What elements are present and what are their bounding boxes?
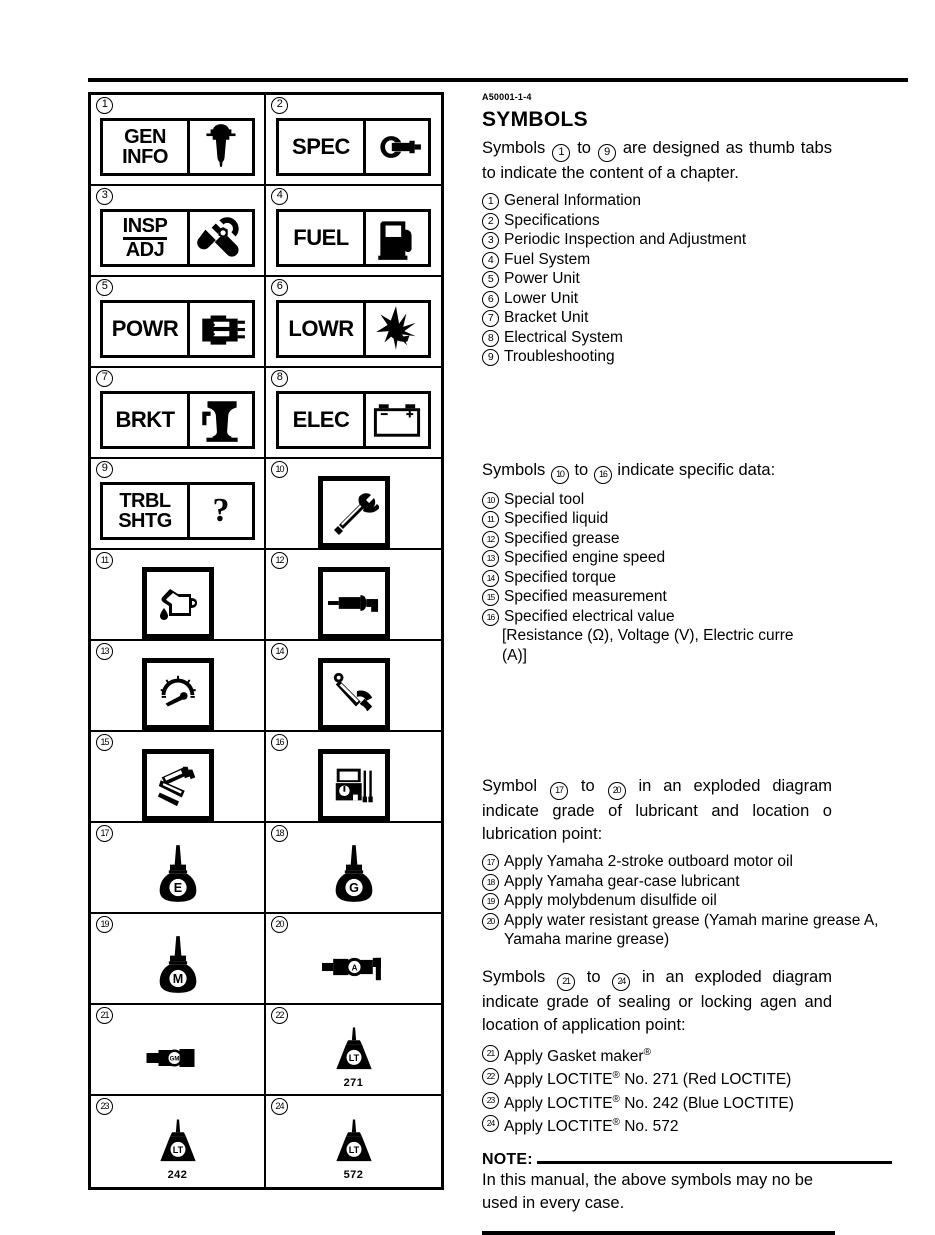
list-item	[482, 568, 935, 588]
loctite-bottle-icon	[331, 1118, 377, 1181]
list-item-label: Specified liquid	[504, 510, 609, 527]
specific-heading-pre: Symbols	[482, 460, 546, 479]
circled-number: 24	[612, 973, 630, 991]
list-item	[482, 1043, 935, 1067]
list-item	[482, 250, 935, 270]
thumb-tab	[276, 391, 431, 449]
thumb-tab-line: GEN	[124, 125, 166, 148]
thumb-tab-label	[103, 121, 190, 173]
circled-number: 9	[598, 144, 616, 162]
svg-text:GM: GM	[169, 1056, 179, 1062]
thumb-tab-label	[279, 394, 366, 446]
thumb-tab-line: BRKT	[115, 407, 175, 432]
symbol-cell-body	[266, 657, 441, 730]
circled-number: 1	[552, 144, 570, 162]
symbol-cell-body	[266, 475, 441, 548]
thumb-tab	[100, 482, 255, 540]
symbol-cell-body	[91, 1021, 264, 1094]
symbol-cell-18	[266, 823, 441, 914]
micrometer-icon	[366, 121, 428, 173]
lubricant-heading-pre: Symbol	[482, 777, 538, 795]
symbol-cell-16	[266, 732, 441, 823]
specific-heading-mid: to	[574, 460, 589, 479]
circled-number: 14	[482, 570, 499, 587]
circled-number: 21	[557, 973, 575, 991]
document-code: A50001-1-4	[482, 92, 532, 102]
thumb-tab-line: TRBL	[119, 489, 171, 512]
list-item	[482, 1090, 935, 1114]
list-item	[482, 191, 935, 211]
symbol-cell-body	[91, 111, 264, 184]
symbol-cell-body	[266, 930, 441, 1003]
symbol-cell-number: 15	[96, 734, 113, 751]
thumb-tab	[100, 391, 255, 449]
symbol-cell-body	[266, 566, 441, 639]
thumb-tab	[100, 118, 255, 176]
svg-text:LT: LT	[348, 1053, 359, 1064]
list-item-label: Apply Gasket maker®	[504, 1046, 651, 1065]
symbol-cell-24	[266, 1096, 441, 1187]
symbol-cell-20	[266, 914, 441, 1005]
list-item	[482, 852, 935, 872]
circled-number: 16	[482, 609, 499, 626]
circled-number: 10	[482, 492, 499, 509]
list-item-label: Apply Yamaha gear-case lubricant	[504, 872, 740, 890]
list-item-label: Bracket Unit	[504, 309, 589, 326]
list-item-label: Apply Yamaha 2-stroke outboard motor oil	[504, 853, 793, 870]
loctite-grade-label: 572	[343, 1169, 364, 1181]
symbol-cell-number: 23	[96, 1098, 113, 1115]
symbol-cell-body	[266, 202, 441, 275]
circled-number: 20	[482, 913, 499, 930]
list-item-label: Apply molybdenum disulfide oil	[504, 892, 717, 909]
note-label: NOTE:	[482, 1151, 533, 1169]
electrical-value-detail-1: [Resistance (Ω), Voltage (V), Electric curre	[502, 627, 794, 644]
list-item-label: Specifications	[504, 211, 600, 229]
symbol-cell-body	[91, 384, 264, 457]
oil-bottle-icon	[155, 844, 201, 907]
thumb-tab-line: SPEC	[292, 134, 350, 159]
thumb-tab-line: FUEL	[293, 225, 349, 250]
symbol-cell-body	[266, 293, 441, 366]
list-item-label: Specified electrical value	[504, 607, 675, 625]
list-item	[482, 269, 935, 289]
question-mark-icon: ?	[212, 491, 230, 529]
engine-block-icon	[190, 303, 252, 355]
thumb-tab-line: INFO	[122, 145, 168, 168]
list-item-label: Power Unit	[504, 270, 580, 287]
symbol-cell-number: 2	[271, 97, 288, 114]
symbol-cell-number: 3	[96, 188, 113, 205]
thumb-tab-label	[103, 394, 190, 446]
thumb-tab-line: LOWR	[288, 316, 354, 341]
svg-text:M: M	[172, 972, 183, 987]
oil-bottle-icon	[155, 935, 201, 998]
note-header	[482, 1151, 935, 1169]
symbol-cell-body	[91, 839, 264, 912]
list-item-label: Fuel System	[504, 250, 591, 268]
symbol-cell-body	[266, 748, 441, 821]
thumb-tab-label	[279, 121, 366, 173]
thumb-tab-label	[279, 212, 366, 264]
list-item	[482, 289, 935, 309]
circled-number: 18	[482, 874, 499, 891]
gasket-maker-tube-icon	[145, 1044, 211, 1072]
symbol-cell-body	[266, 1021, 441, 1094]
list-item	[482, 509, 935, 529]
propeller-icon	[366, 303, 428, 355]
circled-number: 6	[482, 291, 499, 308]
loctite-grade-label: 242	[167, 1169, 188, 1181]
circled-number: 16	[594, 466, 612, 484]
list-item-label: Apply LOCTITE® No. 242 (Blue LOCTITE)	[504, 1093, 794, 1112]
svg-text:LT: LT	[348, 1145, 359, 1156]
thumb-tab-label	[279, 303, 366, 355]
circled-number: 19	[482, 893, 499, 910]
circled-number: 9	[482, 349, 499, 366]
wrench-nut-icon	[190, 212, 252, 264]
symbol-cell-body	[91, 657, 264, 730]
thumb-tab	[100, 300, 255, 358]
loctite-bottle-icon	[155, 1118, 201, 1181]
circled-number: 23	[482, 1092, 499, 1109]
symbol-cell-body	[266, 839, 441, 912]
circled-number: 15	[482, 589, 499, 606]
lubricant-heading	[482, 775, 832, 846]
chapter-item-list	[482, 191, 935, 367]
sealing-heading-post: in an exploded diagram indicate grade of sealing or locking agen and location of application point:	[482, 967, 832, 1034]
symbol-cell-body	[266, 384, 441, 457]
symbol-cell-number: 5	[96, 279, 113, 296]
symbol-cell-number: 9	[96, 461, 113, 478]
circled-number: 10	[551, 466, 569, 484]
circled-number: 4	[482, 252, 499, 269]
symbol-grid	[88, 92, 444, 1190]
intro-post: are designed as thumb tabs to indicate the content of a chapter.	[482, 139, 832, 182]
symbol-cell-9	[91, 459, 266, 550]
tachometer-icon	[142, 658, 214, 730]
list-item	[482, 529, 935, 549]
symbol-cell-7	[91, 368, 266, 459]
note-body: In this manual, the above symbols may no be used in every case.	[482, 1171, 814, 1213]
symbol-cell-23	[91, 1096, 266, 1187]
list-item	[482, 911, 935, 950]
sealing-heading	[482, 966, 832, 1037]
battery-icon	[366, 394, 428, 446]
symbol-cell-number: 7	[96, 370, 113, 387]
symbol-cell-body	[91, 202, 264, 275]
list-item	[482, 490, 935, 510]
circled-number: 1	[482, 193, 499, 210]
symbol-cell-number: 18	[271, 825, 288, 842]
page-title: SYMBOLS	[482, 108, 588, 131]
symbol-cell-17	[91, 823, 266, 914]
symbol-cell-14	[266, 641, 441, 732]
symbol-cell-22	[266, 1005, 441, 1096]
circled-number: 13	[482, 550, 499, 567]
special-tool-icon	[318, 476, 390, 548]
list-item-label: Electrical System	[504, 328, 623, 346]
symbol-cell-19	[91, 914, 266, 1005]
symbol-cell-body	[91, 293, 264, 366]
symbol-cell-body	[91, 930, 264, 1003]
symbol-cell-number: 22	[271, 1007, 288, 1024]
symbol-cell-number: 1	[96, 97, 113, 114]
circled-number: 24	[482, 1115, 499, 1132]
symbol-cell-number: 12	[271, 552, 288, 569]
thumb-tab	[276, 118, 431, 176]
sealing-item-list	[482, 1043, 935, 1138]
loctite-bottle-icon	[331, 1026, 377, 1089]
list-item-label: Specified grease	[504, 529, 620, 547]
circled-number: 3	[482, 232, 499, 249]
circled-number: 17	[482, 854, 499, 871]
symbol-cell-number: 19	[96, 916, 113, 933]
symbol-cell-number: 17	[96, 825, 113, 842]
list-item	[482, 347, 935, 367]
list-item-label: Special tool	[504, 490, 585, 508]
list-item	[482, 230, 935, 250]
list-item-label: Specified torque	[504, 568, 617, 586]
circled-number: 2	[482, 213, 499, 230]
thumb-tab	[276, 209, 431, 267]
list-item-label: Specified measurement	[504, 588, 667, 605]
intro-mid: to	[577, 139, 591, 157]
list-item-label: Apply LOCTITE® No. 572	[504, 1117, 679, 1136]
symbol-cell-body	[91, 1112, 264, 1187]
symbol-cell-3	[91, 186, 266, 277]
symbol-cell-body	[91, 566, 264, 639]
circled-number: 22	[482, 1068, 499, 1085]
lubricant-heading-mid: to	[580, 777, 595, 795]
circled-number: 17	[550, 782, 568, 800]
registered-mark: ®	[643, 1046, 651, 1058]
outboard-motor-icon	[190, 121, 252, 173]
symbol-cell-15	[91, 732, 266, 823]
registered-mark: ®	[612, 1117, 620, 1129]
registered-mark: ®	[612, 1070, 620, 1082]
symbol-cell-number: 8	[271, 370, 288, 387]
list-item-label: Lower Unit	[504, 289, 579, 307]
list-item	[482, 587, 935, 607]
symbol-cell-number: 10	[271, 461, 288, 478]
list-item	[482, 548, 935, 568]
thumb-tab-line: ELEC	[292, 407, 350, 432]
list-item	[482, 872, 935, 892]
caliper-icon	[142, 749, 214, 821]
symbol-cell-6	[266, 277, 441, 368]
symbol-cell-8	[266, 368, 441, 459]
thumb-tab	[100, 209, 255, 267]
note-rule	[537, 1161, 892, 1164]
oil-bottle-icon	[331, 844, 377, 907]
specific-item-list	[482, 490, 935, 627]
circled-number: 5	[482, 271, 499, 288]
electrical-value-detail-2: (A)]	[502, 646, 527, 664]
circled-number: 21	[482, 1045, 499, 1062]
svg-text:LT: LT	[172, 1145, 183, 1156]
multimeter-icon	[318, 749, 390, 821]
list-item-label: General Information	[504, 192, 641, 209]
svg-text:E: E	[173, 881, 182, 896]
symbol-cell-5	[91, 277, 266, 368]
list-item	[482, 328, 935, 348]
list-item-label: Troubleshooting	[504, 348, 615, 365]
symbol-cell-1	[91, 95, 266, 186]
bottom-rule	[482, 1231, 835, 1235]
text-column	[482, 92, 935, 1235]
symbol-cell-13	[91, 641, 266, 732]
registered-mark: ®	[612, 1093, 620, 1105]
list-item	[482, 1066, 935, 1090]
symbol-cell-number: 16	[271, 734, 288, 751]
circled-number: 11	[482, 511, 499, 528]
list-item-label: Apply LOCTITE® No. 271 (Red LOCTITE)	[504, 1070, 792, 1089]
symbol-cell-number: 6	[271, 279, 288, 296]
sealing-heading-pre: Symbols	[482, 967, 546, 986]
symbol-cell-4	[266, 186, 441, 277]
symbol-cell-number: 21	[96, 1007, 113, 1024]
symbol-cell-11	[91, 550, 266, 641]
thumb-tab-line: SHTG	[118, 509, 172, 532]
thumb-tab-label	[103, 485, 190, 537]
list-item	[482, 308, 935, 328]
top-rule	[88, 78, 908, 82]
intro-pre: Symbols	[482, 139, 546, 157]
fuel-pump-icon	[366, 212, 428, 264]
grease-tube-icon	[321, 952, 387, 982]
symbol-cell-number: 20	[271, 916, 288, 933]
circled-number: 7	[482, 310, 499, 327]
list-item	[482, 1113, 935, 1137]
oil-can-pour-icon	[142, 567, 214, 639]
svg-text:A: A	[351, 963, 357, 973]
list-item	[482, 607, 935, 627]
thumb-tab	[276, 300, 431, 358]
symbol-cell-body	[266, 111, 441, 184]
thumb-tab-label	[103, 303, 190, 355]
thumb-tab-label	[103, 212, 190, 264]
symbol-cell-21	[91, 1005, 266, 1096]
loctite-grade-label: 271	[343, 1077, 364, 1089]
symbol-cell-body	[266, 1112, 441, 1187]
symbol-cell-number: 14	[271, 643, 288, 660]
symbol-cell-12	[266, 550, 441, 641]
sealing-heading-mid: to	[586, 967, 601, 986]
symbol-cell-body	[91, 475, 264, 548]
circled-number: 12	[482, 531, 499, 548]
symbol-cell-body	[91, 748, 264, 821]
list-item-label: Periodic Inspection and Adjustment	[504, 231, 747, 248]
specific-heading	[482, 459, 832, 484]
list-item-label: Apply water resistant grease (Yamah marine grease A, Yamaha marine grease)	[504, 911, 879, 948]
symbol-cell-number: 4	[271, 188, 288, 205]
specific-heading-post: indicate specific data:	[617, 460, 776, 479]
symbol-cell-number: 24	[271, 1098, 288, 1115]
thumb-tab-line: POWR	[111, 316, 179, 341]
symbol-cell-2	[266, 95, 441, 186]
svg-text:G: G	[348, 881, 359, 896]
symbol-cell-number: 11	[96, 552, 113, 569]
intro-paragraph	[482, 137, 832, 185]
thumb-tab-line: INSP	[123, 216, 168, 240]
lubricant-item-list	[482, 852, 935, 950]
grease-gun-icon	[318, 567, 390, 639]
list-item	[482, 891, 935, 911]
thumb-tab-line: ADJ	[125, 238, 165, 261]
symbol-cell-10	[266, 459, 441, 550]
symbol-cell-number: 13	[96, 643, 113, 660]
lubricant-heading-post: in an exploded diagram indicate grade of lubricant and location o lubrication point:	[482, 777, 832, 843]
list-item	[482, 211, 935, 231]
bracket-clamp-icon	[190, 394, 252, 446]
circled-number: 8	[482, 330, 499, 347]
torque-wrench-icon	[318, 658, 390, 730]
list-item-label: Specified engine speed	[504, 549, 666, 566]
circled-number: 20	[608, 782, 626, 800]
